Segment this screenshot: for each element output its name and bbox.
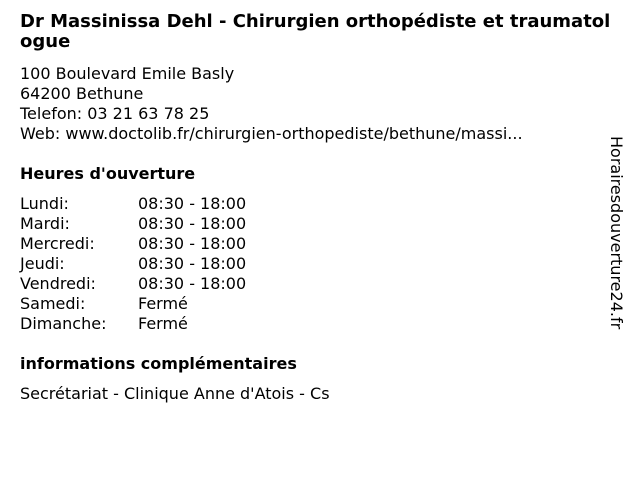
day-label: Lundi: bbox=[20, 194, 69, 213]
hours-row-sunday bbox=[20, 314, 246, 334]
hours-row-monday bbox=[20, 194, 246, 214]
street-address: 100 Boulevard Emile Basly bbox=[20, 64, 235, 83]
day-label: Vendredi: bbox=[20, 274, 96, 293]
site-brand[interactable]: Horairesdouverture24.fr bbox=[607, 136, 626, 330]
page-title: Dr Massinissa Dehl - Chirurgien orthopédiste et traumatologue bbox=[20, 11, 611, 52]
info-heading: informations complémentaires bbox=[20, 354, 297, 373]
day-label: Mercredi: bbox=[20, 234, 95, 253]
contact-block bbox=[20, 64, 523, 144]
time-value: 08:30 - 18:00 bbox=[138, 254, 247, 273]
hours-row-thursday bbox=[20, 254, 246, 274]
info-text: Secrétariat - Clinique Anne d'Atois - Cs bbox=[20, 384, 330, 403]
time-value: 08:30 - 18:00 bbox=[138, 194, 247, 213]
hours-row-saturday bbox=[20, 294, 246, 314]
day-label: Mardi: bbox=[20, 214, 70, 233]
day-label: Jeudi: bbox=[20, 254, 65, 273]
hours-row-tuesday bbox=[20, 214, 246, 234]
phone-number: Telefon: 03 21 63 78 25 bbox=[20, 104, 210, 123]
website-link[interactable]: Web: www.doctolib.fr/chirurgien-orthopediste/bethune/massi... bbox=[20, 124, 523, 143]
city-address: 64200 Bethune bbox=[20, 84, 144, 103]
hours-row-friday bbox=[20, 274, 246, 294]
opening-hours bbox=[20, 194, 246, 334]
time-value: 08:30 - 18:00 bbox=[138, 274, 247, 293]
day-label: Dimanche: bbox=[20, 314, 107, 333]
hours-row-wednesday bbox=[20, 234, 246, 254]
time-value: 08:30 - 18:00 bbox=[138, 234, 247, 253]
time-value: 08:30 - 18:00 bbox=[138, 214, 247, 233]
time-value: Fermé bbox=[138, 294, 188, 313]
hours-heading: Heures d'ouverture bbox=[20, 164, 196, 183]
time-value: Fermé bbox=[138, 314, 188, 333]
day-label: Samedi: bbox=[20, 294, 86, 313]
